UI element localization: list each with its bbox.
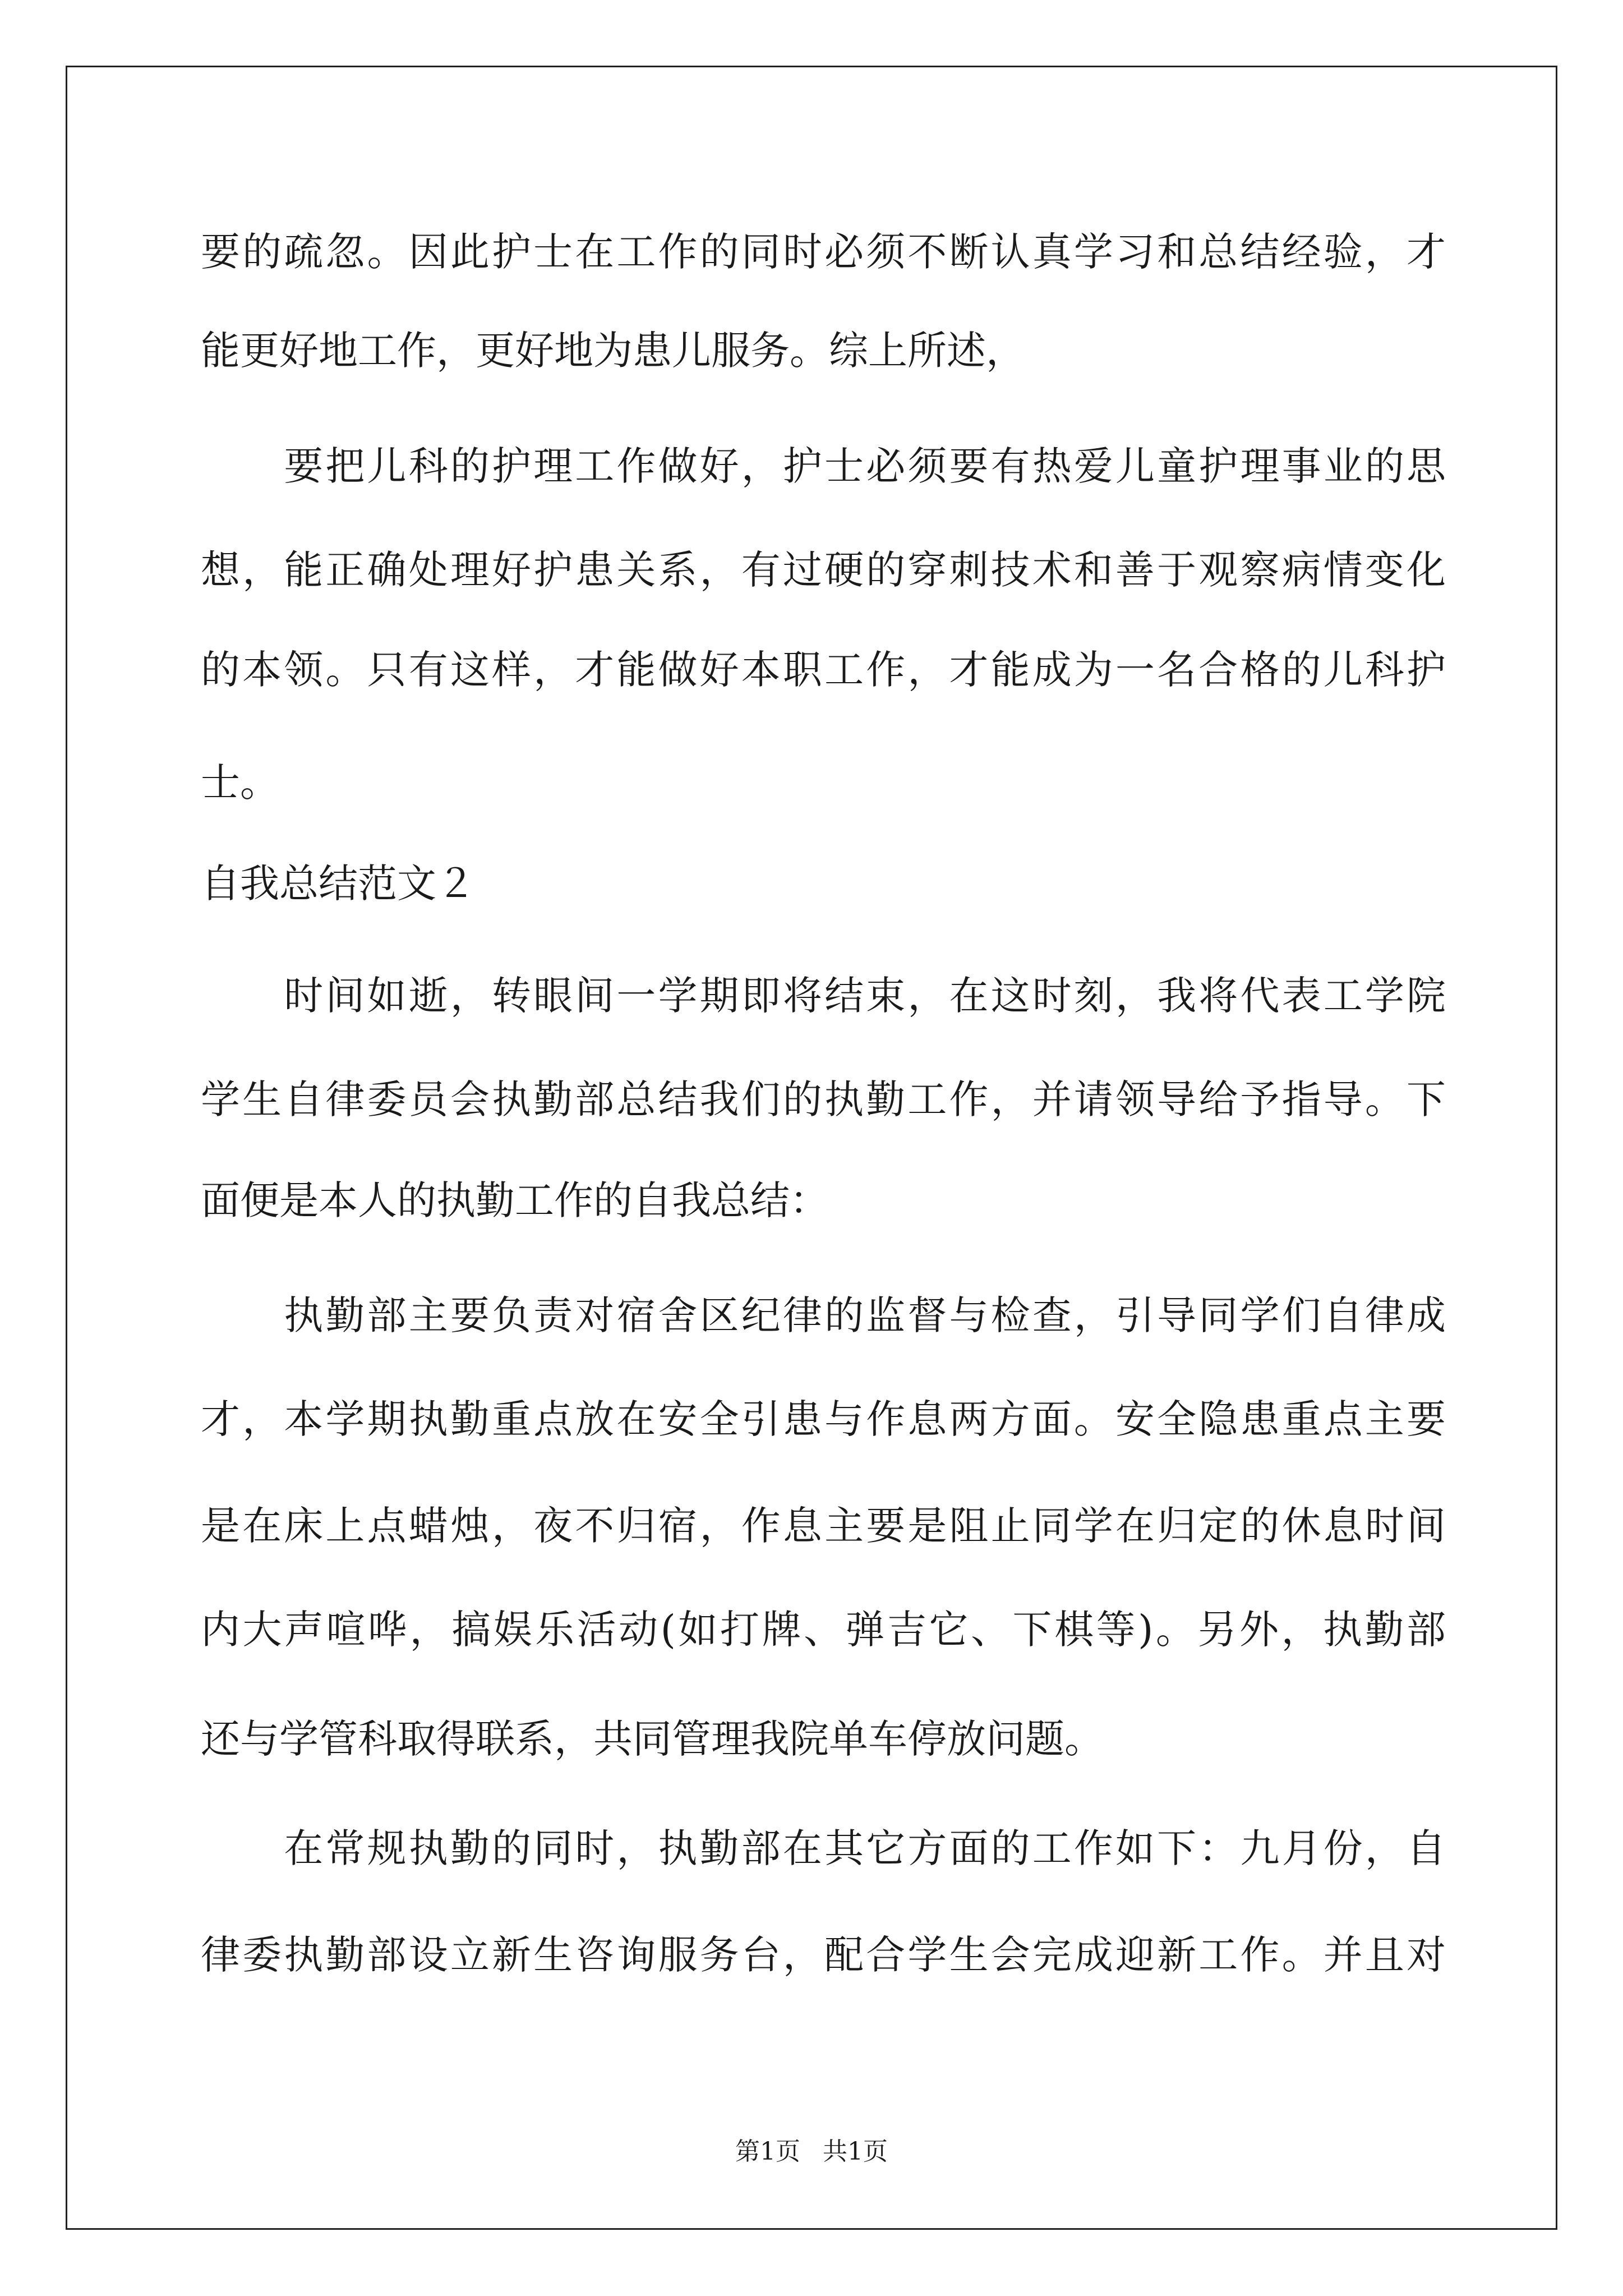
text-line: 才，本学期执勤重点放在安全引患与作息两方面。安全隐患重点主要 xyxy=(201,1396,1446,1442)
text-line: 是在床上点蜡烛，夜不归宿，作息主要是阻止同学在归定的休息时间 xyxy=(201,1503,1446,1549)
page-footer xyxy=(0,2135,1623,2169)
text-line: 能更好地工作，更好地为患儿服务。综上所述， xyxy=(201,328,1025,374)
page-total: 共1页 xyxy=(823,2137,888,2166)
text-line: 执勤部主要负责对宿舍区纪律的监督与检查，引导同学们自律成 xyxy=(201,1292,1446,1338)
text-line: 要的疏忽。因此护士在工作的同时必须不断认真学习和总结经验，才 xyxy=(201,229,1446,275)
text-line: 时间如逝，转眼间一学期即将结束，在这时刻，我将代表工学院 xyxy=(201,973,1446,1019)
section-heading: 自我总结范文２ xyxy=(201,861,476,907)
text-line: 在常规执勤的同时，执勤部在其它方面的工作如下：九月份，自 xyxy=(201,1825,1446,1871)
text-line: 面便是本人的执勤工作的自我总结： xyxy=(201,1177,829,1223)
page-number: 第1页 xyxy=(735,2137,800,2166)
text-line: 律委执勤部设立新生咨询服务台，配合学生会完成迎新工作。并且对 xyxy=(201,1932,1446,1978)
text-line: 还与学管科取得联系，共同管理我院单车停放问题。 xyxy=(201,1716,1104,1762)
text-line: 要把儿科的护理工作做好，护士必须要有热爱儿童护理事业的思 xyxy=(201,443,1446,489)
text-line: 士。 xyxy=(201,760,279,806)
page-border xyxy=(66,66,1557,2230)
text-line: 想，能正确处理好护患关系，有过硬的穿刺技术和善于观察病情变化 xyxy=(201,547,1446,593)
text-line: 的本领。只有这样，才能做好本职工作，才能成为一名合格的儿科护 xyxy=(201,647,1446,693)
text-line: 学生自律委员会执勤部总结我们的执勤工作，并请领导给予指导。下 xyxy=(201,1076,1446,1122)
text-line: 内大声喧哗，搞娱乐活动(如打牌、弹吉它、下棋等)。另外，执勤部 xyxy=(201,1607,1446,1653)
